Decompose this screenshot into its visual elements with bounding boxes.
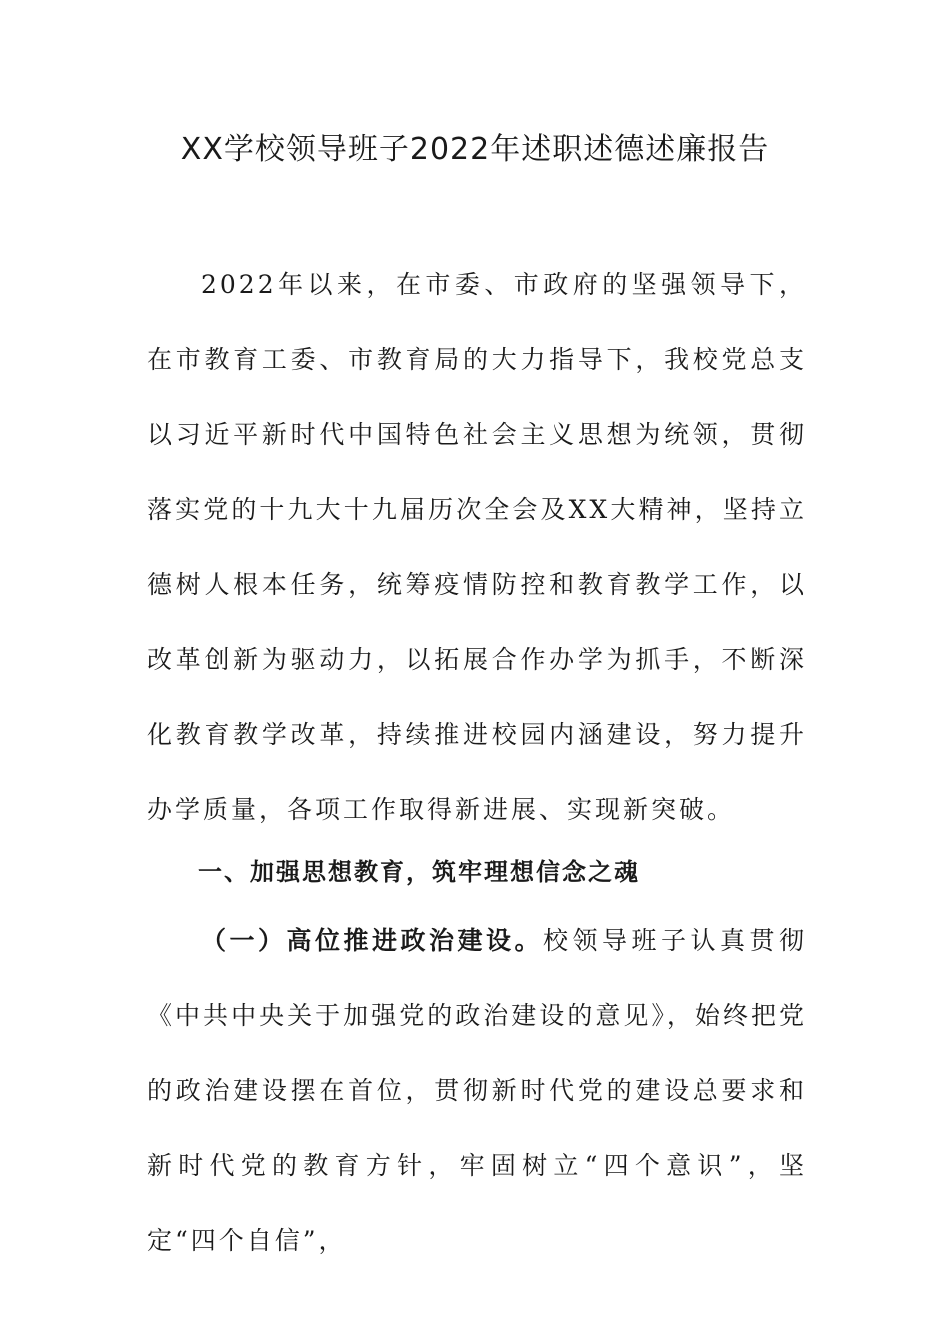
subsection-lead: （一）高位推进政治建设。 <box>201 926 543 955</box>
subsection-text: 校领导班子认真贯彻《中共中央关于加强党的政治建设的意见》，始终把党的政治建设摆在首位，贯彻新时代党的建设总要求和新时代党的教育方针，牢固树立“四个意识”，坚定“四个自信”， <box>147 926 807 1255</box>
section-heading: 一、加强思想教育，筑牢理想信念之魂 <box>198 858 640 886</box>
intro-paragraph: 2022年以来，在市委、市政府的坚强领导下，在市教育工委、市教育局的大力指导下，我校党总支以习近平新时代中国特色社会主义思想为统领，贯彻落实党的十九大十九届历次全会及XX大精神，坚持立德树人根本任务，统筹疫情防控和教育教学工作，以改革创新为驱动力，以拓展合作办学为抓手，不断深化教育教学改革，持续推进校园内涵建设，努力提升办学质量，各项工作取得新进展、实现新突破。 <box>147 270 807 824</box>
document-title: XX学校领导班子2022年述职述德述廉报告 <box>180 132 770 167</box>
subsection-paragraph <box>147 903 807 1278</box>
